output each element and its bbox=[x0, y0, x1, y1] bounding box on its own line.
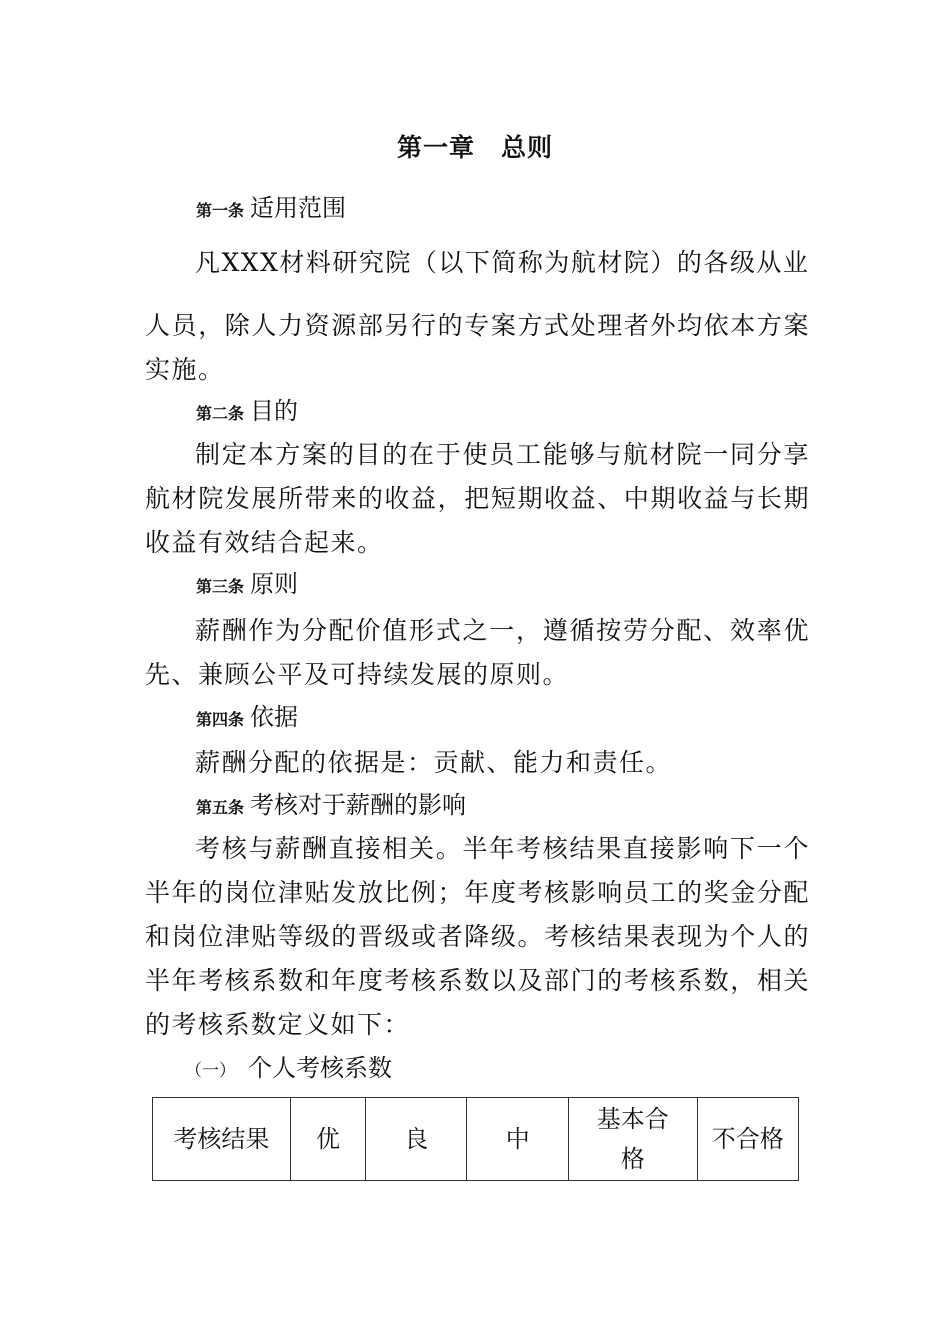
article-title: 考核对于薪酬的影响 bbox=[250, 791, 467, 819]
subsection-heading bbox=[185, 1050, 392, 1089]
table-cell-excellent: 优 bbox=[290, 1098, 365, 1181]
subsection-title: 个人考核系数 bbox=[248, 1054, 392, 1082]
article-title: 原则 bbox=[250, 570, 299, 598]
evaluation-table bbox=[152, 1097, 799, 1181]
table-cell-good: 良 bbox=[366, 1098, 467, 1181]
table-cell-result: 考核结果 bbox=[153, 1098, 291, 1181]
article-number: 第四条 bbox=[196, 710, 245, 729]
chapter-title: 第一章 总则 bbox=[396, 133, 553, 162]
article-number: 第五条 bbox=[196, 798, 245, 817]
table-cell-average: 中 bbox=[467, 1098, 568, 1181]
article-4-heading bbox=[196, 699, 298, 738]
article-3-paragraph: 薪酬作为分配价值形式之一，遵循按劳分配、效率优先、兼顾公平及可持续发展的原则。 bbox=[145, 616, 810, 689]
article-5-heading bbox=[196, 787, 466, 826]
article-1-heading bbox=[196, 190, 346, 229]
article-title: 适用范围 bbox=[250, 194, 347, 222]
table-cell-basic-pass: 基本合格 bbox=[568, 1098, 697, 1181]
article-title: 依据 bbox=[250, 703, 299, 731]
subsection-number: （一） bbox=[185, 1061, 236, 1081]
article-2-paragraph: 制定本方案的目的在于使员工能够与航材院一同分享航材院发展所带来的收益，把短期收益、中期收益与长期收益有效结合起来。 bbox=[145, 440, 810, 557]
article-1-para-line1: 凡XXX材料研究院（以下简称为航材院）的各级从业 bbox=[195, 248, 810, 277]
article-title: 目的 bbox=[250, 397, 299, 425]
article-4-paragraph: 薪酬分配的依据是：贡献、能力和责任。 bbox=[195, 748, 673, 777]
article-2-heading bbox=[196, 393, 298, 432]
article-5-paragraph: 考核与薪酬直接相关。半年考核结果直接影响下一个半年的岗位津贴发放比例；年度考核影响员工的奖金分配和岗位津贴等级的晋级或者降级。考核结果表现为个人的半年考核系数和年度考核系数以及部门的考核系数，相关的考核系数定义如下： bbox=[145, 834, 810, 1039]
table-row bbox=[153, 1098, 799, 1181]
article-3-heading bbox=[196, 566, 298, 605]
article-1-para-line2: 人员，除人力资源部另行的专案方式处理者外均依本方案实施。 bbox=[145, 311, 810, 384]
article-number: 第二条 bbox=[196, 404, 245, 423]
table-cell-fail: 不合格 bbox=[697, 1098, 799, 1181]
article-number: 第三条 bbox=[196, 577, 245, 596]
article-number: 第一条 bbox=[196, 201, 245, 220]
